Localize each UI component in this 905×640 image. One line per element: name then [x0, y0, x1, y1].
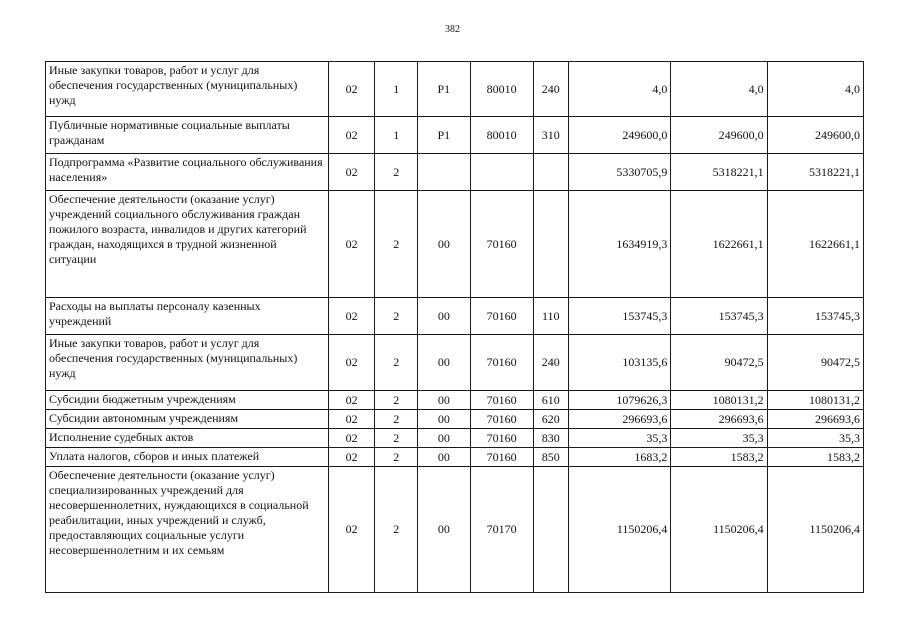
cell-name: Публичные нормативные социальные выплаты гражданам	[46, 117, 329, 154]
cell-section: 02	[328, 154, 375, 191]
cell-amount-2: 90472,5	[671, 335, 767, 391]
cell-program: P1	[417, 117, 470, 154]
cell-expense-type	[533, 467, 568, 593]
table-row	[46, 429, 864, 448]
cell-name: Исполнение судебных актов	[46, 429, 329, 448]
cell-section: 02	[328, 117, 375, 154]
cell-expense-type: 310	[533, 117, 568, 154]
cell-section: 02	[328, 391, 375, 410]
cell-program: 00	[417, 335, 470, 391]
cell-amount-1: 296693,6	[569, 410, 671, 429]
cell-expense-type: 110	[533, 298, 568, 335]
cell-target-article: 70160	[470, 391, 533, 410]
cell-section: 02	[328, 448, 375, 467]
cell-subsection: 2	[375, 448, 418, 467]
cell-expense-type: 240	[533, 335, 568, 391]
cell-name: Иные закупки товаров, работ и услуг для обеспечения государственных (муниципальных) нужд	[46, 335, 329, 391]
cell-subsection: 1	[375, 62, 418, 117]
cell-amount-1: 5330705,9	[569, 154, 671, 191]
cell-subsection: 2	[375, 467, 418, 593]
cell-amount-1: 35,3	[569, 429, 671, 448]
budget-table	[45, 61, 864, 593]
table-row	[46, 335, 864, 391]
cell-target-article: 70160	[470, 448, 533, 467]
budget-table-body	[46, 62, 864, 593]
cell-program	[417, 154, 470, 191]
cell-expense-type: 830	[533, 429, 568, 448]
cell-amount-3: 90472,5	[767, 335, 863, 391]
cell-amount-2: 1622661,1	[671, 191, 767, 298]
cell-expense-type: 240	[533, 62, 568, 117]
cell-subsection: 2	[375, 335, 418, 391]
cell-program: P1	[417, 62, 470, 117]
cell-target-article: 70160	[470, 335, 533, 391]
cell-expense-type	[533, 191, 568, 298]
table-row	[46, 117, 864, 154]
cell-target-article: 70160	[470, 191, 533, 298]
table-row	[46, 448, 864, 467]
cell-expense-type: 850	[533, 448, 568, 467]
cell-subsection: 2	[375, 154, 418, 191]
cell-section: 02	[328, 298, 375, 335]
cell-subsection: 2	[375, 391, 418, 410]
cell-program: 00	[417, 429, 470, 448]
cell-amount-2: 296693,6	[671, 410, 767, 429]
cell-name: Субсидии бюджетным учреждениям	[46, 391, 329, 410]
cell-expense-type: 610	[533, 391, 568, 410]
cell-subsection: 1	[375, 117, 418, 154]
cell-subsection: 2	[375, 410, 418, 429]
table-row	[46, 410, 864, 429]
cell-program: 00	[417, 448, 470, 467]
cell-amount-1: 103135,6	[569, 335, 671, 391]
cell-name: Расходы на выплаты персоналу казенных учреждений	[46, 298, 329, 335]
cell-amount-1: 153745,3	[569, 298, 671, 335]
cell-amount-2: 5318221,1	[671, 154, 767, 191]
cell-amount-2: 1583,2	[671, 448, 767, 467]
cell-program: 00	[417, 467, 470, 593]
cell-amount-3: 4,0	[767, 62, 863, 117]
cell-section: 02	[328, 191, 375, 298]
cell-amount-3: 153745,3	[767, 298, 863, 335]
table-row	[46, 154, 864, 191]
table-row	[46, 391, 864, 410]
cell-target-article: 70160	[470, 410, 533, 429]
cell-expense-type	[533, 154, 568, 191]
table-row	[46, 62, 864, 117]
cell-amount-3: 1583,2	[767, 448, 863, 467]
cell-amount-2: 249600,0	[671, 117, 767, 154]
cell-section: 02	[328, 335, 375, 391]
cell-section: 02	[328, 410, 375, 429]
cell-amount-3: 249600,0	[767, 117, 863, 154]
cell-subsection: 2	[375, 191, 418, 298]
cell-name: Подпрограмма «Развитие социального обслуживания населения»	[46, 154, 329, 191]
cell-amount-3: 35,3	[767, 429, 863, 448]
table-row	[46, 191, 864, 298]
cell-name: Обеспечение деятельности (оказание услуг) специализированных учреждений для несовершеннолетних, нуждающихся в социальной реабилитации, иных учреждений и служб, предоставляющих социальные услуги несовершеннолетним и их семьям	[46, 467, 329, 593]
cell-program: 00	[417, 391, 470, 410]
cell-program: 00	[417, 191, 470, 298]
cell-program: 00	[417, 298, 470, 335]
cell-section: 02	[328, 467, 375, 593]
cell-amount-1: 4,0	[569, 62, 671, 117]
cell-amount-1: 249600,0	[569, 117, 671, 154]
cell-amount-1: 1683,2	[569, 448, 671, 467]
cell-amount-3: 1622661,1	[767, 191, 863, 298]
cell-amount-1: 1079626,3	[569, 391, 671, 410]
cell-name: Обеспечение деятельности (оказание услуг) учреждений социального обслуживания граждан пожилого возраста, инвалидов и других категорий граждан, находящихся в трудной жизненной ситуации	[46, 191, 329, 298]
table-row	[46, 467, 864, 593]
cell-amount-3: 296693,6	[767, 410, 863, 429]
cell-amount-2: 4,0	[671, 62, 767, 117]
cell-amount-1: 1634919,3	[569, 191, 671, 298]
cell-subsection: 2	[375, 298, 418, 335]
cell-target-article: 70160	[470, 429, 533, 448]
cell-target-article: 70170	[470, 467, 533, 593]
cell-program: 00	[417, 410, 470, 429]
cell-amount-3: 1080131,2	[767, 391, 863, 410]
table-row	[46, 298, 864, 335]
cell-amount-2: 1150206,4	[671, 467, 767, 593]
cell-amount-2: 153745,3	[671, 298, 767, 335]
cell-expense-type: 620	[533, 410, 568, 429]
cell-amount-2: 35,3	[671, 429, 767, 448]
cell-amount-2: 1080131,2	[671, 391, 767, 410]
cell-target-article: 80010	[470, 62, 533, 117]
cell-target-article: 80010	[470, 117, 533, 154]
cell-name: Субсидии автономным учреждениям	[46, 410, 329, 429]
cell-section: 02	[328, 429, 375, 448]
cell-name: Уплата налогов, сборов и иных платежей	[46, 448, 329, 467]
cell-name: Иные закупки товаров, работ и услуг для обеспечения государственных (муниципальных) нужд	[46, 62, 329, 117]
page-number: 382	[445, 24, 460, 35]
cell-target-article	[470, 154, 533, 191]
cell-subsection: 2	[375, 429, 418, 448]
cell-amount-3: 1150206,4	[767, 467, 863, 593]
cell-amount-1: 1150206,4	[569, 467, 671, 593]
cell-amount-3: 5318221,1	[767, 154, 863, 191]
cell-target-article: 70160	[470, 298, 533, 335]
cell-section: 02	[328, 62, 375, 117]
